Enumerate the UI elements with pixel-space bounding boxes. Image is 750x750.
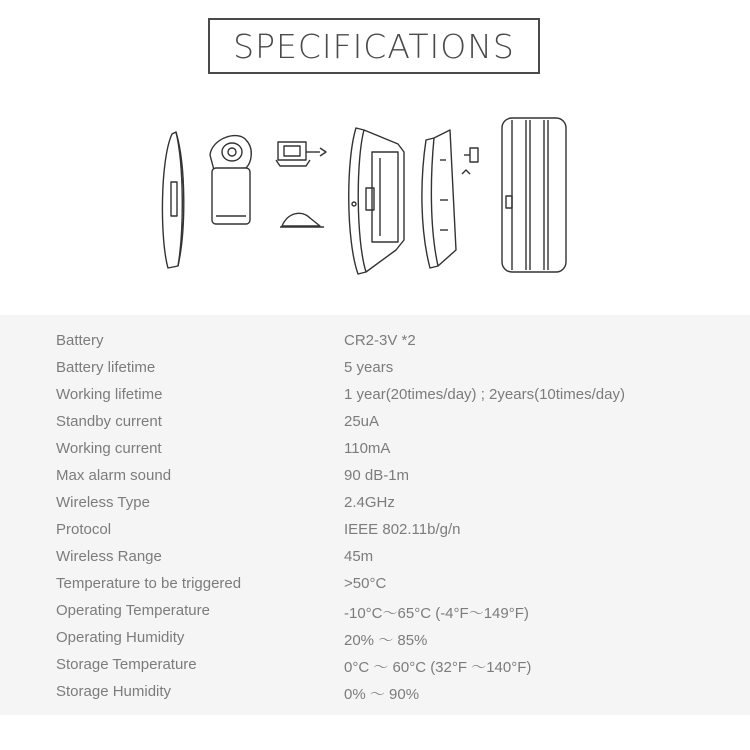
- spec-value: 20% ～ 85%: [344, 632, 428, 649]
- spec-label: Storage Humidity: [56, 683, 172, 700]
- spec-label: Operating Humidity: [56, 629, 185, 646]
- front-cover-part: [162, 132, 183, 268]
- spec-label: Battery lifetime: [56, 359, 156, 376]
- spec-row: [0, 436, 750, 462]
- spec-label: Standby current: [56, 413, 162, 430]
- spec-value: -10°C～65°C (-4°F～149°F): [344, 605, 529, 622]
- spec-value: 5 years: [344, 359, 394, 376]
- spec-row: [0, 490, 750, 516]
- spec-label: Max alarm sound: [56, 467, 172, 484]
- title-box: [208, 18, 540, 74]
- spec-label: Working current: [56, 440, 162, 457]
- spec-value: >50°C: [344, 575, 387, 592]
- spec-value: 1 year(20times/day) ; 2years(10times/day): [344, 386, 625, 403]
- spec-label: Wireless Range: [56, 548, 162, 565]
- spec-row: [0, 382, 750, 408]
- spec-row: [0, 409, 750, 435]
- main-housing-part: [349, 128, 404, 274]
- switch-part: [276, 142, 326, 166]
- spec-label: Operating Temperature: [56, 602, 210, 619]
- spec-row: [0, 598, 750, 624]
- spec-row: [0, 463, 750, 489]
- spec-row: [0, 328, 750, 354]
- buzzer-part: [462, 148, 478, 174]
- spec-row: [0, 355, 750, 381]
- circuit-board-part: [422, 130, 456, 268]
- spec-value: 0°C ～ 60°C (32°F ～140°F): [344, 659, 532, 676]
- spec-label: Storage Temperature: [56, 656, 197, 673]
- spec-value: 90 dB-1m: [344, 467, 410, 484]
- spec-label: Temperature to be triggered: [56, 575, 242, 592]
- back-cover-part: [502, 118, 566, 272]
- spec-row: [0, 571, 750, 597]
- spec-value: 45m: [344, 548, 374, 565]
- spec-value: 25uA: [344, 413, 380, 430]
- spec-label: Wireless Type: [56, 494, 150, 511]
- spec-row: [0, 652, 750, 678]
- spec-label: Battery: [56, 332, 104, 349]
- specifications-table: [0, 315, 750, 715]
- spec-row: [0, 517, 750, 543]
- exploded-view-diagram: [0, 100, 750, 300]
- battery-part: [210, 136, 251, 224]
- page-title: SPECIFICATIONS: [233, 26, 515, 66]
- spec-row: [0, 544, 750, 570]
- spec-value: 110mA: [344, 440, 391, 457]
- spec-row: [0, 625, 750, 651]
- spec-value: 0% ～ 90%: [344, 686, 420, 703]
- spec-row: [0, 679, 750, 705]
- clip-part: [280, 213, 324, 227]
- spec-label: Protocol: [56, 521, 112, 538]
- spec-value: CR2-3V *2: [344, 332, 416, 349]
- spec-label: Working lifetime: [56, 386, 163, 403]
- spec-value: 2.4GHz: [344, 494, 395, 511]
- spec-value: IEEE 802.11b/g/n: [344, 521, 461, 538]
